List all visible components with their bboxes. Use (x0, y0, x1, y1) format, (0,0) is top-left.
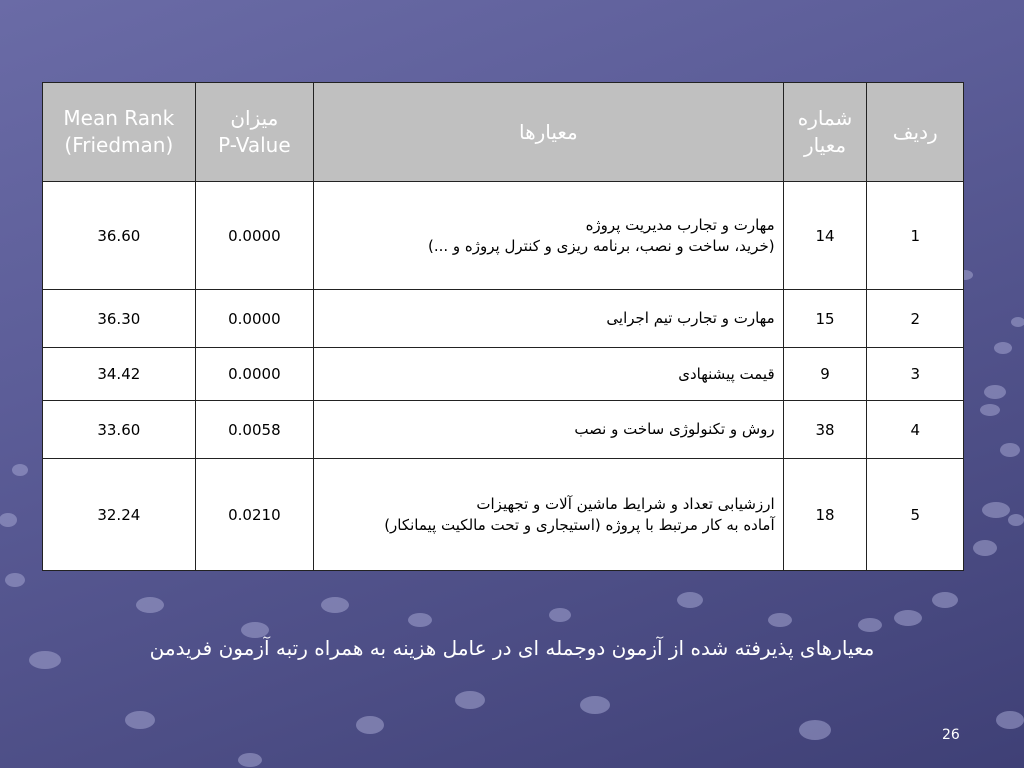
cell-p-value: 0.0000 (195, 348, 313, 401)
header-row-no: ردیف (867, 83, 964, 182)
cell-criteria (314, 182, 784, 290)
criteria-line: ارزشیابی تعداد و شرایط ماشین آلات و تجهیزات (476, 494, 775, 513)
cell-row-no: 2 (867, 290, 964, 348)
cell-row-no: 1 (867, 182, 964, 290)
cell-criteria (314, 459, 784, 571)
cell-mean-rank: 32.24 (43, 459, 196, 571)
header-mean-rank (43, 83, 196, 182)
criteria-line: روش و تکنولوژی ساخت و نصب (574, 420, 775, 438)
cell-p-value: 0.0210 (195, 459, 313, 571)
cell-criteria (314, 401, 784, 459)
cell-p-value: 0.0000 (195, 182, 313, 290)
cell-row-no: 5 (867, 459, 964, 571)
slide-caption: معیارهای پذیرفته شده از آزمون دوجمله ای در عامل هزینه به همراه رتبه آزمون فریدمن (149, 636, 875, 660)
cell-criterion-no: 15 (783, 290, 867, 348)
cell-criteria (314, 290, 784, 348)
table-row (43, 401, 964, 459)
cell-mean-rank: 34.42 (43, 348, 196, 401)
header-p-value-line1: میزان (230, 106, 279, 130)
header-p-value (195, 83, 313, 182)
table-row (43, 459, 964, 571)
header-mean-rank-line1: Mean Rank (63, 106, 175, 130)
criteria-table (42, 82, 964, 571)
header-criterion-no (783, 83, 867, 182)
cell-mean-rank: 36.30 (43, 290, 196, 348)
header-mean-rank-line2: (Friedman) (64, 133, 174, 157)
cell-criteria (314, 348, 784, 401)
table-row (43, 290, 964, 348)
cell-criterion-no: 14 (783, 182, 867, 290)
cell-row-no: 3 (867, 348, 964, 401)
page-number: 26 (942, 727, 960, 743)
criteria-line: مهارت و تجارب مدیریت پروژه (585, 215, 775, 234)
cell-row-no: 4 (867, 401, 964, 459)
table-header-row (43, 83, 964, 182)
header-criterion-no-line1: شماره (797, 106, 853, 130)
cell-criterion-no: 38 (783, 401, 867, 459)
cell-mean-rank: 36.60 (43, 182, 196, 290)
cell-criterion-no: 9 (783, 348, 867, 401)
criteria-line: آماده به کار مرتبط با پروژه (استیجاری و تحت مالکیت پیمانکار) (384, 515, 775, 534)
cell-p-value: 0.0058 (195, 401, 313, 459)
table-row (43, 348, 964, 401)
header-p-value-line2: P-Value (218, 133, 291, 157)
criteria-line: مهارت و تجارب تیم اجرایی (606, 309, 775, 327)
criteria-line: (خرید، ساخت و نصب، برنامه ریزی و کنترل پروژه و ...) (428, 236, 775, 255)
criteria-line: قیمت پیشنهادی (678, 364, 775, 383)
header-criterion-no-line2: معیار (803, 133, 847, 157)
table-row (43, 182, 964, 290)
cell-criterion-no: 18 (783, 459, 867, 571)
cell-p-value: 0.0000 (195, 290, 313, 348)
header-criteria: معیارها (314, 83, 784, 182)
cell-mean-rank: 33.60 (43, 401, 196, 459)
